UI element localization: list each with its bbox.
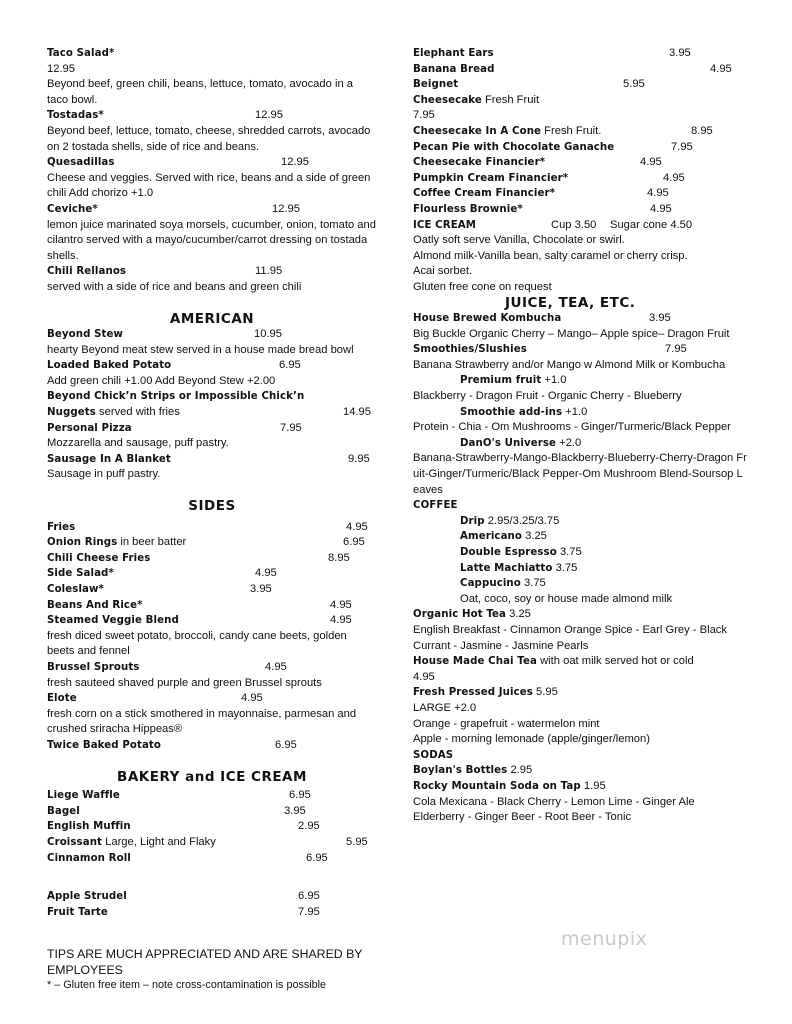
item-price: Sugar cone 4.50 xyxy=(610,218,693,231)
item-description: LARGE +2.0 xyxy=(413,701,477,714)
item-description: Sausage in puff pastry. xyxy=(47,468,161,481)
item-name: Chili Rellanos xyxy=(47,266,127,278)
item-name: Personal Pizza xyxy=(47,422,132,434)
item-price: 4.95 xyxy=(663,171,685,184)
item-description: Protein - Chia - Om Mushrooms - Ginger/Turmeric/Black Pepper xyxy=(413,421,731,434)
item-price: +1.0 xyxy=(565,405,588,418)
item-description: Apple - morning lemonade (apple/ginger/lemon) xyxy=(413,733,650,746)
menu-item xyxy=(47,421,377,452)
footer xyxy=(47,946,427,993)
item-name: DanO's Universe xyxy=(460,437,557,449)
item-name: Beyond Chick’n Strips or Impossible Chick’n xyxy=(47,391,305,403)
item-name: Smoothie add-ins xyxy=(460,406,563,418)
menu-item xyxy=(413,93,748,124)
menu-item xyxy=(47,905,377,921)
menu-item xyxy=(47,691,377,738)
menu-item xyxy=(413,155,748,171)
item-price: 1.95 xyxy=(583,779,606,792)
menu-item xyxy=(413,342,748,498)
item-name: Fries xyxy=(47,521,76,533)
item-price: 7.95 xyxy=(298,905,320,918)
left-column xyxy=(47,46,377,920)
item-price: 6.95 xyxy=(298,890,320,903)
item-name: Cinnamon Roll xyxy=(47,852,131,864)
item-description: Beyond beef, green chili, beans, lettuce, tomato, avocado in a taco bowl. xyxy=(47,78,353,106)
tips-note: TIPS ARE MUCH APPRECIATED AND ARE SHARED BY EMPLOYEES xyxy=(47,947,363,977)
item-name: House Brewed Kombucha xyxy=(413,313,562,325)
item-name: Chili Cheese Fries xyxy=(47,552,151,564)
item-name: Apple Strudel xyxy=(47,891,127,903)
item-price: 3.95 xyxy=(649,312,671,325)
item-price: 4.95 xyxy=(710,62,732,75)
item-price: 3.75 xyxy=(523,577,546,590)
item-name: Brussel Sprouts xyxy=(47,661,140,673)
right-column xyxy=(413,46,748,826)
item-name: Onion Rings xyxy=(47,537,118,549)
item-price: 12.95 xyxy=(272,202,300,215)
menu-item xyxy=(413,685,748,747)
item-description: English Breakfast - Cinnamon Orange Spice - Earl Grey - Black Currant - Jasmine - Jasmine Pearls xyxy=(413,623,727,652)
menu-item xyxy=(47,835,377,851)
item-price: 3.75 xyxy=(559,546,582,558)
item-name: Coffee Cream Financier* xyxy=(413,188,556,200)
menu-item xyxy=(47,851,377,867)
item-price: 9.95 xyxy=(348,452,370,465)
menu-item xyxy=(47,551,377,567)
item-price: 11.95 xyxy=(255,265,283,278)
item-price: 4.95 xyxy=(330,614,352,627)
item-price: 4.95 xyxy=(650,202,672,215)
item-description: Cola Mexicana - Black Cherry - Lemon Lime - Ginger Ale Elderberry - Ginger Beer - Root Beer - Tonic xyxy=(413,795,695,824)
menu-item xyxy=(47,738,377,754)
item-name: Americano xyxy=(460,531,522,543)
menu-item xyxy=(413,77,748,93)
item-name: Pumpkin Cream Financier* xyxy=(413,172,569,184)
item-price: 6.95 xyxy=(306,851,328,864)
item-name: Bagel xyxy=(47,805,80,817)
item-name: Quesadillas xyxy=(47,157,115,169)
menu-item xyxy=(413,46,748,62)
item-description: fresh corn on a stick smothered in mayonnaise, parmesan and crushed sriracha Hippeas® xyxy=(47,707,357,736)
item-name: Cheesecake Financier* xyxy=(413,157,546,169)
item-price: 7.95 xyxy=(671,140,693,153)
item-name: Flourless Brownie* xyxy=(413,203,523,215)
menu-item xyxy=(47,598,377,614)
menu-item xyxy=(413,763,748,779)
menu-item xyxy=(413,62,748,78)
item-description: lemon juice marinated soya morsels, cucumber, onion, tomato and cilantro served with a mayo/cucumber/carrot dressing on tostada shells. xyxy=(47,218,376,262)
item-price: 4.95 xyxy=(241,692,263,705)
item-price: 12.95 xyxy=(47,62,75,75)
menu-item xyxy=(47,889,377,905)
item-name: Boylan's Bottles xyxy=(413,765,508,777)
item-name: Cappucino xyxy=(460,578,521,590)
item-description: served with fries xyxy=(99,406,180,419)
item-price: 3.95 xyxy=(250,583,272,595)
item-price: 6.95 xyxy=(279,359,301,372)
item-name: Elephant Ears xyxy=(413,48,494,59)
item-name: Coleslaw* xyxy=(47,584,104,595)
item-name: Cheesecake In A Cone xyxy=(413,125,542,137)
item-description: fresh diced sweet potato, broccoli, candy cane beets, golden beets and fennel xyxy=(47,629,347,658)
item-price: 7.95 xyxy=(280,421,302,434)
item-description: hearty Beyond meat stew served in a house made bread bowl xyxy=(47,343,354,356)
item-price: 4.95 xyxy=(330,598,352,611)
item-price: 6.95 xyxy=(343,536,365,549)
item-name: Ceviche* xyxy=(47,203,98,215)
item-price: +2.0 xyxy=(559,436,582,449)
item-name: Beans And Rice* xyxy=(47,599,143,611)
item-name: Drip xyxy=(460,515,485,527)
item-price: 5.95 xyxy=(536,686,558,699)
item-price: 4.95 xyxy=(647,187,669,200)
item-price: 2.95 xyxy=(298,820,320,833)
menu-item xyxy=(47,264,377,295)
menu-item xyxy=(413,186,748,202)
menu-item xyxy=(47,520,377,536)
menu-item xyxy=(413,171,748,187)
item-name: Smoothies/Slushies xyxy=(413,344,527,356)
item-name: Banana Bread xyxy=(413,63,495,75)
item-description: Banana Strawberry and/or Mango w Almond Milk or Kombucha xyxy=(413,358,726,371)
item-name: Cheesecake xyxy=(413,94,482,106)
item-description: served with a side of rice and beans and green chili xyxy=(47,280,302,293)
item-description: Oat, coco, soy or house made almond milk xyxy=(460,592,673,605)
menu-item xyxy=(413,140,748,156)
menu-item xyxy=(47,358,377,389)
section-heading-bakery: BAKERY and ICE CREAM xyxy=(117,768,307,785)
item-description: fresh sauteed shaved purple and green Brussel sprouts xyxy=(47,676,322,689)
item-name: Premium fruit xyxy=(460,375,542,387)
item-name: Twice Baked Potato xyxy=(47,739,161,751)
menu-item xyxy=(413,545,748,561)
item-name: Tostadas* xyxy=(47,110,104,122)
menu-item xyxy=(413,779,748,826)
item-price: 3.95 xyxy=(669,47,691,59)
item-description: Oatly soft serve Vanilla, Chocolate or swirl. xyxy=(413,234,625,247)
section-heading-sides: SIDES xyxy=(188,498,236,515)
section-heading-juice: JUICE, TEA, ETC. xyxy=(505,294,636,311)
item-name: ICE CREAM xyxy=(413,219,476,231)
item-description: Fresh Fruit xyxy=(484,93,540,106)
item-price: 3.25 xyxy=(525,530,547,543)
menu-item xyxy=(47,389,377,420)
menu-item xyxy=(47,452,377,483)
item-name: Steamed Veggie Blend xyxy=(47,615,179,627)
item-price: 10.95 xyxy=(254,328,282,341)
menu-item xyxy=(413,576,748,592)
item-description: with oat milk served hot or cold xyxy=(540,655,694,668)
item-name: Croissant xyxy=(47,836,103,848)
item-price: 5.95 xyxy=(623,78,645,91)
item-name: Fresh Pressed Juices xyxy=(413,687,533,699)
item-price: 4.95 xyxy=(413,670,435,683)
item-name: Double Espresso xyxy=(460,547,557,558)
item-price: 3.95 xyxy=(284,804,306,817)
item-name: Taco Salad* xyxy=(47,48,115,59)
menu-item xyxy=(47,108,377,155)
menu-item xyxy=(47,155,377,202)
item-description: Big Buckle Organic Cherry – Mango– Apple spice– Dragon Fruit xyxy=(413,327,730,340)
menu-item xyxy=(413,218,748,296)
section-heading-american: AMERICAN xyxy=(169,310,255,327)
item-description: Beyond beef, lettuce, tomato, cheese, shredded carrots, avocado on 2 tostada shells, side of rice and beans. xyxy=(47,124,371,153)
menu-item xyxy=(47,202,377,264)
section-heading-coffee: COFFEE xyxy=(413,500,458,512)
menu-item xyxy=(47,582,377,598)
item-description: in beer batter xyxy=(120,536,187,549)
item-name: Rocky Mountain Soda on Tap xyxy=(413,780,581,792)
item-name: Nuggets xyxy=(47,407,96,419)
section-heading-sodas: SODAS xyxy=(413,749,454,761)
item-name: Liege Waffle xyxy=(47,790,120,802)
menu-item xyxy=(47,660,377,691)
item-name: Organic Hot Tea xyxy=(413,609,507,621)
menu-item xyxy=(47,327,377,358)
menu-item xyxy=(413,514,748,530)
item-price: 4.95 xyxy=(640,156,662,169)
item-price: 2.95 xyxy=(510,764,533,777)
menu-item xyxy=(47,613,377,660)
item-description: Blackberry - Dragon Fruit - Organic Cherry - Blueberry xyxy=(413,390,682,403)
item-description: Acai sorbet. xyxy=(413,265,473,278)
item-description: Add green chili +1.00 Add Beyond Stew +2.00 xyxy=(47,374,276,387)
item-price: 12.95 xyxy=(281,156,309,169)
menu-item xyxy=(47,535,377,551)
item-price: 6.95 xyxy=(275,738,297,751)
item-price: 2.95/3.25/3.75 xyxy=(487,514,560,527)
menu-item xyxy=(47,46,377,108)
item-price: 3.25 xyxy=(509,608,531,621)
menu-item xyxy=(413,607,748,654)
item-price: 12.95 xyxy=(255,109,283,122)
item-price: 8.95 xyxy=(691,124,713,137)
menu-item xyxy=(413,202,748,218)
item-description: Almond milk-Vanilla bean, salty caramel or cherry crisp. xyxy=(413,249,688,262)
gluten-free-note: * – Gluten free item – note cross-contamination is possible xyxy=(47,979,327,991)
menupix-watermark: menupix xyxy=(561,928,648,950)
menu-item xyxy=(413,654,748,685)
menu-item xyxy=(47,819,377,835)
item-name: House Made Chai Tea xyxy=(413,656,537,668)
item-name: Beyond Stew xyxy=(47,329,124,341)
item-price: 4.95 xyxy=(265,660,287,673)
menu-item xyxy=(47,788,377,804)
item-price: 5.95 xyxy=(346,835,368,848)
item-name: English Muffin xyxy=(47,821,131,833)
item-description: Banana-Strawberry-Mango-Blackberry-Blueberry-Cherry-Dragon Fruit-Ginger/Turmeric/Black Pepper-Om Mushroom Blend-Soursop Leaves xyxy=(413,452,747,496)
item-name: Elote xyxy=(47,693,77,705)
menu-item xyxy=(47,566,377,582)
item-price: +1.0 xyxy=(544,374,567,387)
item-description: Gluten free cone on request xyxy=(413,280,552,293)
item-description: Cheese and veggies. Served with rice, beans and a side of green chili Add chorizo +1.0 xyxy=(47,171,371,200)
menu-item xyxy=(413,124,748,140)
item-description: Fresh Fruit. xyxy=(544,124,602,137)
item-price: 8.95 xyxy=(328,551,350,564)
item-description: Mozzarella and sausage, puff pastry. xyxy=(47,437,229,450)
item-name: Side Salad* xyxy=(47,568,114,580)
item-name: Pecan Pie with Chocolate Ganache xyxy=(413,141,615,153)
item-name: Fruit Tarte xyxy=(47,906,108,918)
item-name: Beignet xyxy=(413,79,459,91)
item-price: 4.95 xyxy=(346,520,368,533)
item-price: 14.95 xyxy=(343,406,371,419)
item-name: Loaded Baked Potato xyxy=(47,360,172,372)
item-name: Sausage In A Blanket xyxy=(47,453,171,465)
item-price: 3.75 xyxy=(555,561,578,574)
item-description: Orange - grapefruit - watermelon mint xyxy=(413,717,600,730)
item-price: 7.95 xyxy=(413,109,435,122)
item-description: Large, Light and Flaky xyxy=(105,835,216,848)
menu-item xyxy=(413,311,748,342)
menu-item xyxy=(413,561,748,577)
item-price: 6.95 xyxy=(289,789,311,802)
item-name: Latte Machiatto xyxy=(460,562,553,574)
item-price: Cup 3.50 xyxy=(551,218,597,231)
menu-item xyxy=(47,804,377,820)
item-price: 4.95 xyxy=(255,567,277,580)
item-price: 7.95 xyxy=(665,343,687,356)
menu-item xyxy=(413,529,748,545)
